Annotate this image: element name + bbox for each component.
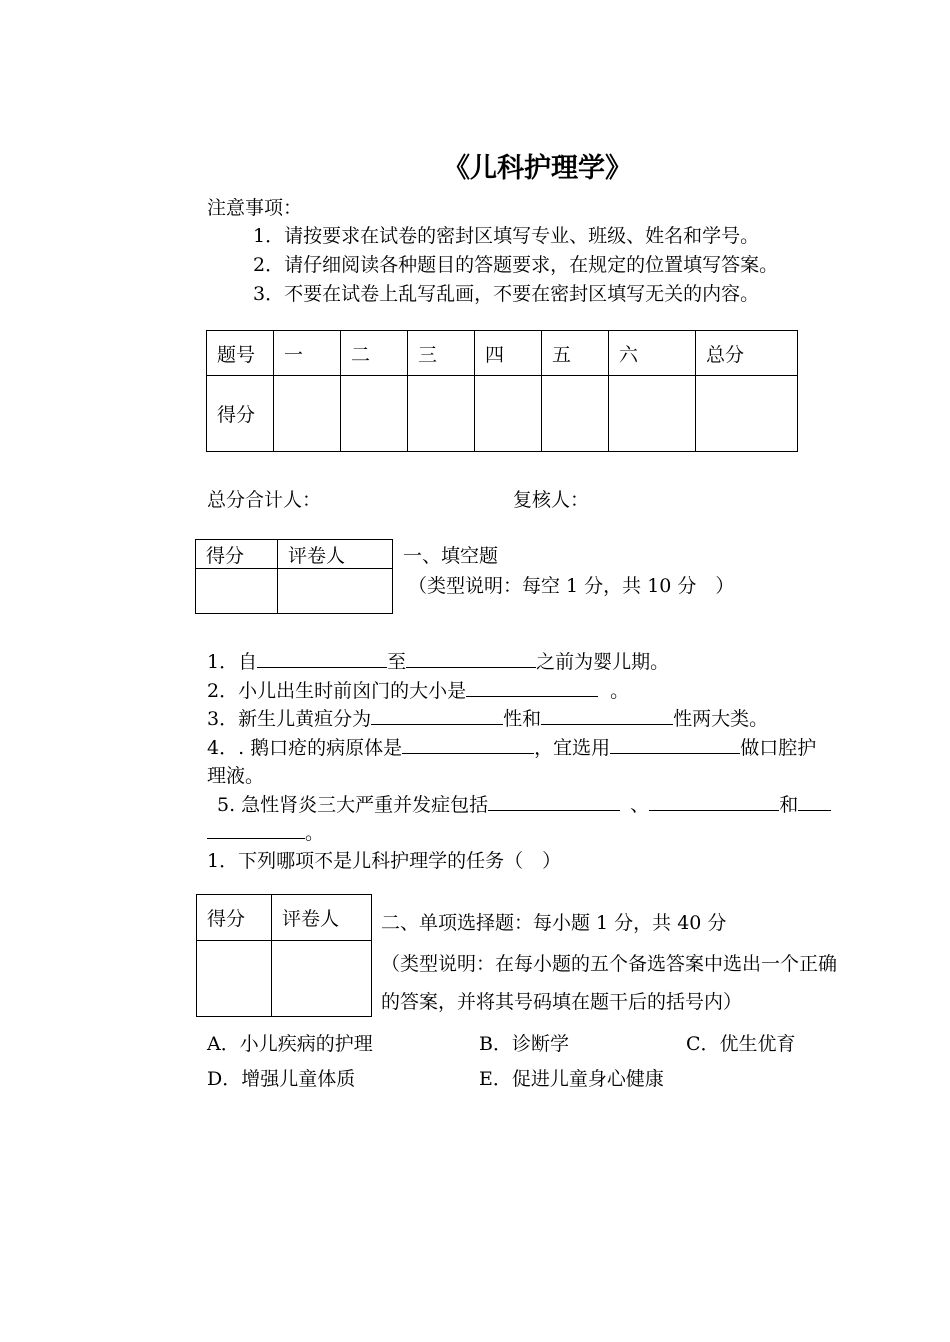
question-text: 做口腔护: [740, 737, 817, 759]
page-title: 《儿科护理学》: [443, 153, 632, 184]
question-text: 。: [305, 822, 325, 844]
notice-item: 3．不要在试卷上乱写乱画，不要在密封区填写无关的内容。: [253, 283, 760, 305]
section1-title: 一、填空题: [403, 545, 499, 567]
section1-desc: （类型说明：每空 1 分，共 10 分 ）: [408, 575, 735, 597]
score-cell[interactable]: [475, 376, 542, 452]
grader-name-cell[interactable]: [272, 941, 372, 1017]
section2-title: 二、单项选择题：每小题 1 分，共 40 分: [381, 912, 727, 934]
answer-blank[interactable]: [257, 650, 387, 668]
score-cell[interactable]: [274, 376, 341, 452]
question-5: [217, 790, 831, 817]
answer-blank[interactable]: [406, 650, 536, 668]
question-text: 性和: [503, 708, 542, 730]
score-cell[interactable]: [408, 376, 475, 452]
answer-blank[interactable]: [488, 793, 620, 811]
score-cell[interactable]: [609, 376, 696, 452]
score-cell[interactable]: [696, 376, 798, 452]
choice-question-1: 1．下列哪项不是儿科护理学的任务（ ）: [207, 850, 562, 872]
question-text: 2．小儿出生时前囟门的大小是: [207, 680, 467, 702]
score-table-header: 六: [609, 331, 696, 376]
grader-name-cell[interactable]: [278, 569, 393, 614]
question-text: ，宜选用: [534, 737, 611, 759]
question-text: 之前为婴儿期。: [536, 651, 670, 673]
grader-score-label: 得分: [196, 540, 278, 569]
option-a[interactable]: A．小儿疾病的护理: [207, 1033, 373, 1055]
option-d[interactable]: D．增强儿童体质: [207, 1068, 356, 1090]
answer-blank[interactable]: [798, 793, 831, 811]
answer-blank[interactable]: [466, 679, 598, 697]
grader-score-label: 得分: [197, 895, 272, 941]
score-row-label: 得分: [207, 376, 274, 452]
question-text: 性两大类。: [673, 708, 769, 730]
question-4: [207, 733, 816, 760]
notice-item: 1．请按要求在试卷的密封区填写专业、班级、姓名和学号。: [253, 225, 760, 247]
score-cell[interactable]: [542, 376, 609, 452]
answer-blank[interactable]: [541, 707, 673, 725]
question-1: [207, 647, 669, 674]
score-table-header: 二: [341, 331, 408, 376]
question-4-continued: 理液。: [207, 765, 265, 787]
notice-heading: 注意事项：: [207, 197, 303, 219]
answer-blank[interactable]: [610, 736, 740, 754]
grader-score-cell[interactable]: [197, 941, 272, 1017]
option-b[interactable]: B．诊断学: [479, 1033, 569, 1055]
question-text: 3．新生儿黄疸分为: [207, 708, 372, 730]
answer-blank[interactable]: [371, 707, 503, 725]
score-table-header: 题号: [207, 331, 274, 376]
question-text: 、: [630, 794, 650, 816]
grader-score-cell[interactable]: [196, 569, 278, 614]
score-table-header: 五: [542, 331, 609, 376]
question-3: [207, 704, 768, 731]
question-text: 和: [779, 794, 799, 816]
reviewer-label: 复核人：: [513, 489, 590, 511]
question-text: 5. 急性肾炎三大严重并发症包括: [217, 794, 489, 816]
question-text: 。: [610, 680, 630, 702]
question-text: 至: [387, 651, 407, 673]
grader-box-1: [195, 539, 393, 614]
section2-desc: 的答案，并将其号码填在题干后的括号内）: [381, 991, 743, 1013]
section2-desc: （类型说明：在每小题的五个备选答案中选出一个正确: [381, 953, 838, 975]
score-table-header: 四: [475, 331, 542, 376]
option-c[interactable]: C．优生优育: [686, 1033, 796, 1055]
score-table-header: 总分: [696, 331, 798, 376]
score-cell[interactable]: [341, 376, 408, 452]
score-table-header: 一: [274, 331, 341, 376]
question-5-continued: [207, 818, 324, 845]
answer-blank[interactable]: [402, 736, 534, 754]
score-table: [206, 330, 798, 452]
question-2: [207, 676, 629, 703]
grader-box-2: [196, 894, 372, 1017]
question-text: 1．自: [207, 651, 258, 673]
answer-blank[interactable]: [207, 821, 305, 839]
answer-blank[interactable]: [649, 793, 779, 811]
total-signer-label: 总分合计人：: [207, 489, 322, 511]
option-e[interactable]: E．促进儿童身心健康: [479, 1068, 664, 1090]
question-text: 4．. 鹅口疮的病原体是: [207, 737, 403, 759]
grader-label: 评卷人: [278, 540, 393, 569]
grader-label: 评卷人: [272, 895, 372, 941]
score-table-header: 三: [408, 331, 475, 376]
notice-item: 2．请仔细阅读各种题目的答题要求，在规定的位置填写答案。: [253, 254, 779, 276]
